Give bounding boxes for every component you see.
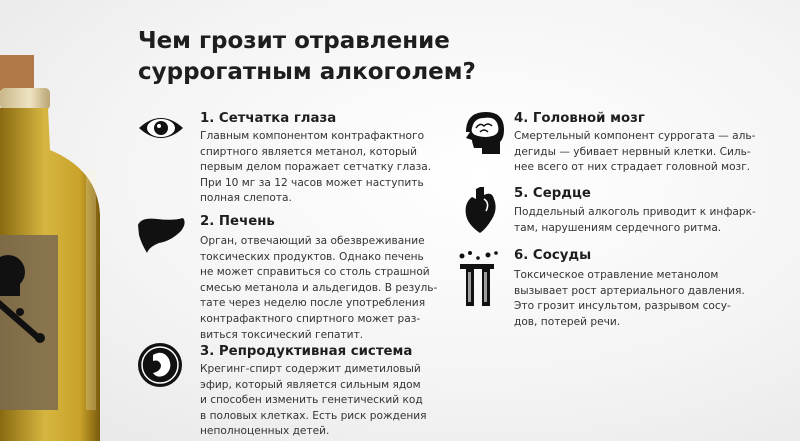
item-text: Смертельный компонент суррогата — аль- дегиды — убивает нервный клетки. Силь- нее всего от них страдает головной мозг.	[514, 130, 756, 174]
item-heading: 3. Репродуктивная система	[200, 344, 413, 359]
eye-icon	[137, 110, 187, 160]
item-text: Крегинг-спирт содержит диметиловый эфир, который является сильным ядом и способен изменить генетический код в половых клетках. Есть риск рождения неполноценных детей.	[200, 363, 427, 438]
brain-head-icon	[462, 110, 512, 160]
embryo-icon	[137, 343, 187, 393]
vessels-icon	[456, 250, 506, 308]
item-heading: 6. Сосуды	[514, 248, 592, 263]
bottle-illustration	[0, 0, 118, 441]
item-text: Токсическое отравление метанолом вызывает рост артериального давления. Это грозит инсультом, разрывом сосу- дов, потерей речи.	[514, 269, 745, 328]
liver-icon	[137, 213, 187, 263]
item-heading: 5. Сердце	[514, 186, 591, 201]
page-title: Чем грозит отравление суррогатным алкоголем?	[138, 28, 476, 85]
item-text: Поддельный алкоголь приводит к инфарк- там, нарушениям сердечного ритма.	[514, 206, 756, 234]
cork	[0, 55, 34, 91]
heart-icon	[462, 185, 512, 235]
item-heading: 1. Сетчатка глаза	[200, 111, 337, 126]
item-heading: 2. Печень	[200, 214, 275, 229]
item-text: Главным компонентом контрафактного спиртного является метанол, который первым делом поражает сетчатку глаза. При 10 мг за 12 часов может наступить полная слепота.	[200, 130, 432, 205]
item-text: Орган, отвечающий за обезвреживание токсических продуктов. Однако печень не может справиться со столь страшной смесью метанола и альдегидов. В резуль- тате через неделю после употребления контрафактного спиртного может раз- виться токсический гепатит.	[200, 235, 438, 341]
item-heading: 4. Головной мозг	[514, 111, 645, 126]
